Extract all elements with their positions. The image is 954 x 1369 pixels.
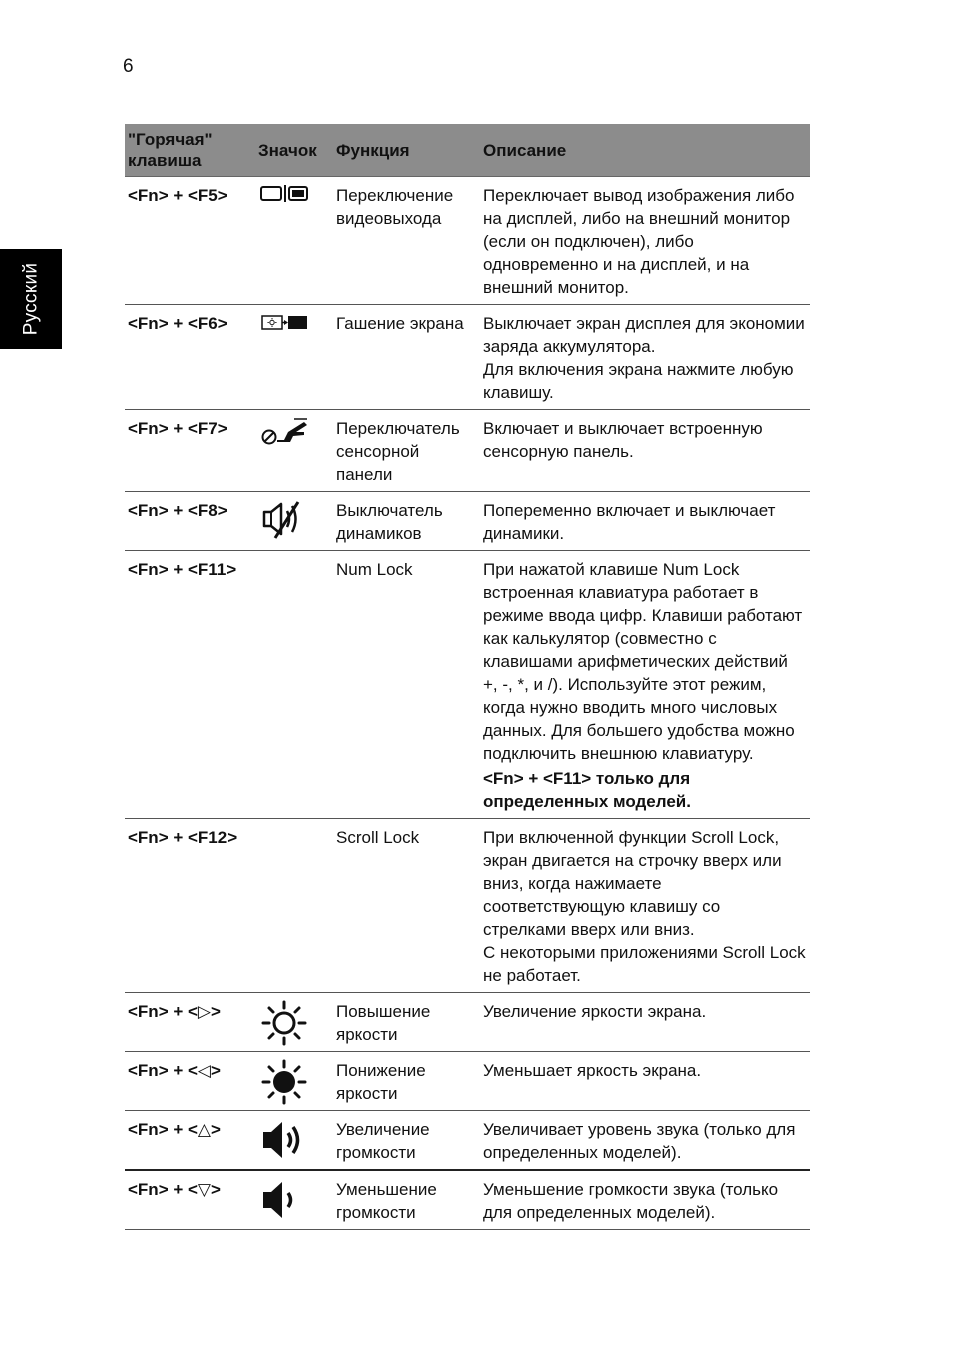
hotkey-cell: <Fn> + <F7> [125, 410, 255, 492]
language-label: Русский [20, 262, 42, 336]
speaker-mute-icon [260, 498, 333, 540]
volume-down-icon [260, 1177, 333, 1223]
brightness-down-icon [260, 1058, 333, 1106]
description-text: Для включения экрана нажмите любую клавишу. [483, 360, 794, 402]
description-text: Уменьшает яркость экрана. [483, 1061, 702, 1080]
display-off-icon [260, 311, 333, 331]
brightness-up-icon [260, 999, 333, 1047]
hotkey-cell: <Fn> + <▽> [125, 1170, 255, 1230]
description-cell [480, 551, 810, 819]
description-text: При нажатой клавише Num Lock встроенная клавиатура работает в режиме ввода цифр. Клавиши работают как калькулятор (совместно с клавишами арифметических действий +, -, *, и /). Используйте этот режим, когда нужно вводить много числовых данных. Для большего удобства можно подключить внешнюю клавиатуру. [483, 560, 803, 763]
table-row [125, 492, 810, 551]
description-text: Уменьшение громкости звука (только для определенных моделей). [483, 1180, 779, 1222]
empty-icon-cell [255, 819, 333, 993]
description-text: Переключает вывод изображения либо на дисплей, либо на внешний монитор (если он подключен), либо одновременно и на дисплей, и на внешний монитор. [483, 186, 795, 297]
table-header-row [125, 124, 810, 177]
header-function: Функция [333, 124, 480, 177]
function-cell: Гашение экрана [333, 305, 480, 410]
table-row [125, 177, 810, 305]
function-cell: Увеличение громкости [333, 1111, 480, 1171]
table-row [125, 993, 810, 1052]
hotkey-cell: <Fn> + <F11> [125, 551, 255, 819]
language-side-tab [0, 249, 62, 349]
model-note: <Fn> + <F11> только для определенных моделей. [483, 769, 691, 811]
description-cell [480, 305, 810, 410]
header-icon: Значок [255, 124, 333, 177]
function-cell: Повышение яркости [333, 993, 480, 1052]
hotkey-cell: <Fn> + <△> [125, 1111, 255, 1171]
function-cell: Scroll Lock [333, 819, 480, 993]
function-cell: Понижение яркости [333, 1052, 480, 1111]
description-cell [480, 1052, 810, 1111]
description-cell [480, 177, 810, 305]
description-cell [480, 492, 810, 551]
hotkey-cell: <Fn> + <F5> [125, 177, 255, 305]
description-text: С некоторыми приложениями Scroll Lock не работает. [483, 943, 806, 985]
header-hotkey: "Горячая" клавиша [125, 124, 255, 177]
function-cell: Уменьшение громкости [333, 1170, 480, 1230]
header-description: Описание [480, 124, 810, 177]
description-cell [480, 1111, 810, 1171]
display-toggle-icon [260, 183, 333, 203]
table-row [125, 819, 810, 993]
function-cell: Переключение видеовыхода [333, 177, 480, 305]
description-text: При включенной функции Scroll Lock, экран двигается на строчку вверх или вниз, когда нажимаете соответствующую клавишу со стрелками вверх или вниз. [483, 828, 782, 939]
table-row [125, 1052, 810, 1111]
function-cell: Переключатель сенсорной панели [333, 410, 480, 492]
description-text: Включает и выключает встроенную сенсорную панель. [483, 419, 763, 461]
empty-icon-cell [255, 551, 333, 819]
hotkey-cell: <Fn> + <F6> [125, 305, 255, 410]
description-cell [480, 819, 810, 993]
volume-up-icon [260, 1117, 333, 1163]
description-cell [480, 993, 810, 1052]
hotkey-cell: <Fn> + <◁> [125, 1052, 255, 1111]
description-text: Увеличивает уровень звука (только для определенных моделей). [483, 1120, 796, 1162]
table-row [125, 410, 810, 492]
description-cell [480, 1170, 810, 1230]
description-cell [480, 410, 810, 492]
hotkey-cell: <Fn> + <F12> [125, 819, 255, 993]
page-number: 6 [123, 56, 134, 77]
hotkey-cell: <Fn> + <▷> [125, 993, 255, 1052]
description-text: Увеличение яркости экрана. [483, 1002, 707, 1021]
touchpad-toggle-icon [260, 416, 333, 446]
table-row [125, 1111, 810, 1171]
table-row [125, 305, 810, 410]
table-row [125, 551, 810, 819]
table-row [125, 1170, 810, 1230]
hotkey-table [125, 124, 810, 1230]
hotkey-cell: <Fn> + <F8> [125, 492, 255, 551]
function-cell: Выключатель динамиков [333, 492, 480, 551]
function-cell: Num Lock [333, 551, 480, 819]
description-text: Попеременно включает и выключает динамики. [483, 501, 776, 543]
description-text: Выключает экран дисплея для экономии заряда аккумулятора. [483, 314, 805, 356]
